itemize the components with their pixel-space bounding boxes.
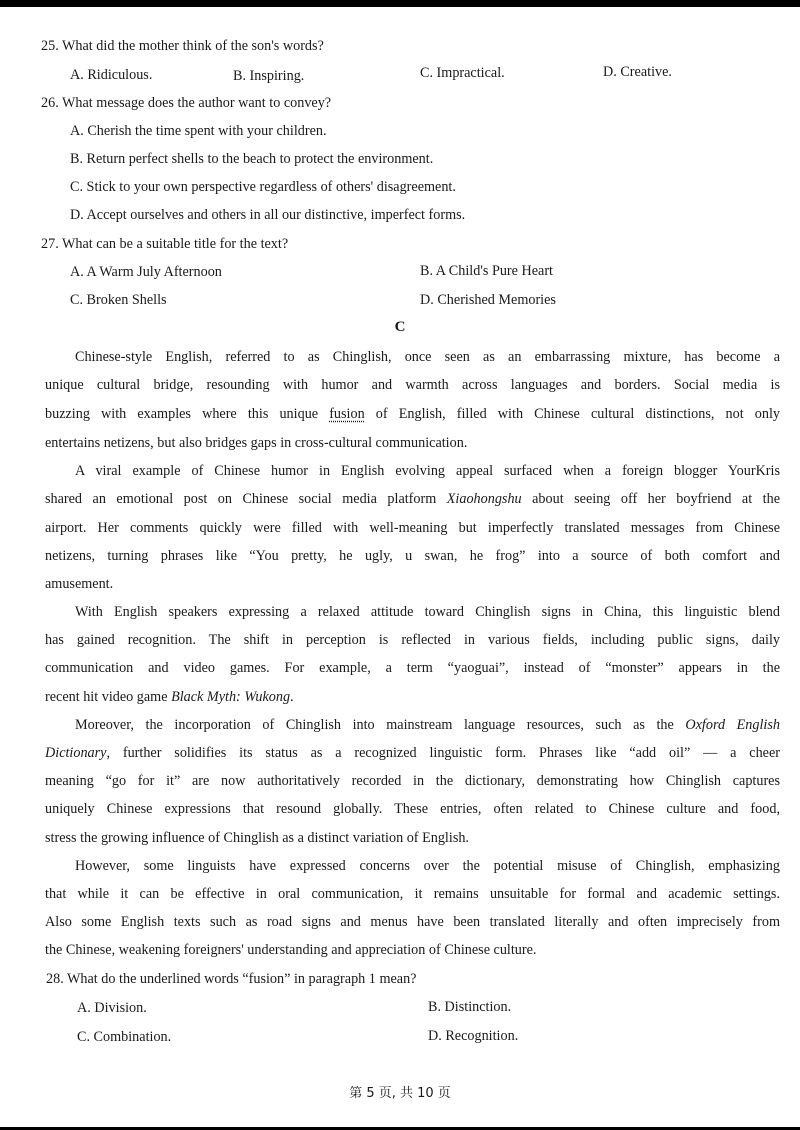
paragraph-4-line-1 [75,717,780,734]
question-25-option-a: A. Ridiculous. [70,67,153,83]
text-segment: Moreover, the incorporation of Chinglish into mainstream language resources, such as the [75,717,686,733]
text-segment: . [290,689,294,705]
question-28-option-d: D. Recognition. [428,1028,519,1044]
top-scan-border [0,0,800,7]
paragraph-4-line-3: meaning “go for it” are now authoritatively recorded in the dictionary, demonstrating how Chinglish captures [45,773,780,789]
italic-dictionary-title: Oxford English [685,717,780,733]
paragraph-4-line-4: uniquely Chinese expressions that resound globally. These entries, often related to Chinese culture and food, [45,801,780,817]
question-26-stem: 26. What message does the author want to convey? [41,95,332,111]
text-segment: shared an emotional post on Chinese social media platform [45,491,447,507]
question-26-option-b: B. Return perfect shells to the beach to protect the environment. [70,151,434,167]
paragraph-5-line-1: However, some linguists have expressed concerns over the potential misuse of Chinglish, emphasizing [75,858,780,874]
italic-game-title: Black Myth: Wukong [171,689,291,705]
question-26-option-d: D. Accept ourselves and others in all our distinctive, imperfect forms. [70,207,466,223]
question-27-stem: 27. What can be a suitable title for the text? [41,236,289,252]
question-26-option-c: C. Stick to your own perspective regardless of others' disagreement. [70,179,456,195]
paragraph-3-line-1: With English speakers expressing a relaxed attitude toward Chinglish signs in China, this linguistic blend [75,604,780,620]
paragraph-4-line-5: stress the growing influence of Chinglish as a distinct variation of English. [45,830,469,846]
text-segment: about seeing off her boyfriend at the [521,491,780,507]
question-28-option-c: C. Combination. [77,1029,172,1045]
text-segment: of English, filled with Chinese cultural distinctions, not only [364,406,780,422]
question-25-option-c: C. Impractical. [420,65,505,81]
paragraph-5-line-2: that while it can be effective in oral communication, it remains unsuitable for formal and academic settings. [45,886,780,902]
paragraph-5-line-4: the Chinese, weakening foreigners' understanding and appreciation of Chinese culture. [45,942,537,958]
text-segment: recent hit video game [45,689,172,705]
question-27-option-a: A. A Warm July Afternoon [70,264,222,280]
paragraph-2-line-2 [45,491,780,508]
paragraph-4-line-2 [45,745,780,762]
question-27-option-c: C. Broken Shells [70,292,167,308]
paragraph-2-line-1: A viral example of Chinese humor in English evolving appeal surfaced when a foreign blogger YourKris [75,463,780,479]
question-28-option-b: B. Distinction. [428,999,512,1015]
question-25-option-d: D. Creative. [603,64,672,80]
page-number: 第 5 页, 共 10 页 [349,1086,451,1101]
paragraph-3-line-3: communication and video games. For example, a term “yaoguai”, instead of “monster” appears in the [45,660,780,676]
paragraph-1-line-1: Chinese-style English, referred to as Chinglish, once seen as an embarrassing mixture, has become a [75,349,780,365]
underlined-word-fusion: fusion [329,406,365,422]
paragraph-5-line-3: Also some English texts such as road signs and menus have been translated literally and often imprecisely from [45,914,780,930]
italic-platform-name: Xiaohongshu [446,491,522,507]
paragraph-2-line-3: airport. Her comments quickly were filled with well-meaning but imperfectly translated messages from Chinese [45,520,780,536]
question-25-stem: 25. What did the mother think of the son's words? [41,38,324,54]
text-segment: , further solidifies its status as a recognized linguistic form. Phrases like “add oil” — a cheer [106,745,780,761]
question-28-stem: 28. What do the underlined words “fusion” in paragraph 1 mean? [46,971,417,987]
text-segment: buzzing with examples where this unique [45,406,330,422]
paragraph-2-line-4: netizens, turning phrases like “You pretty, he ugly, u swan, he frog” into a source of both comfort and [45,548,780,564]
section-label-c: C [394,319,406,335]
paragraph-3-line-4 [45,689,780,706]
italic-dictionary-title: Dictionary [45,745,107,761]
paragraph-2-line-5: amusement. [45,576,114,592]
question-28-option-a: A. Division. [77,1000,147,1016]
question-26-option-a: A. Cherish the time spent with your children. [70,123,327,139]
question-25-option-b: B. Inspiring. [233,68,305,84]
paragraph-1-line-2: unique cultural bridge, resounding with humor and warmth across languages and borders. Social media is [45,377,780,393]
question-27-option-b: B. A Child's Pure Heart [420,263,553,279]
paragraph-3-line-2: has gained recognition. The shift in perception is reflected in various fields, including public signs, daily [45,632,780,648]
paragraph-1-line-3 [45,406,780,423]
paragraph-1-line-4: entertains netizens, but also bridges gaps in cross-cultural communication. [45,435,468,451]
question-27-option-d: D. Cherished Memories [420,292,556,308]
